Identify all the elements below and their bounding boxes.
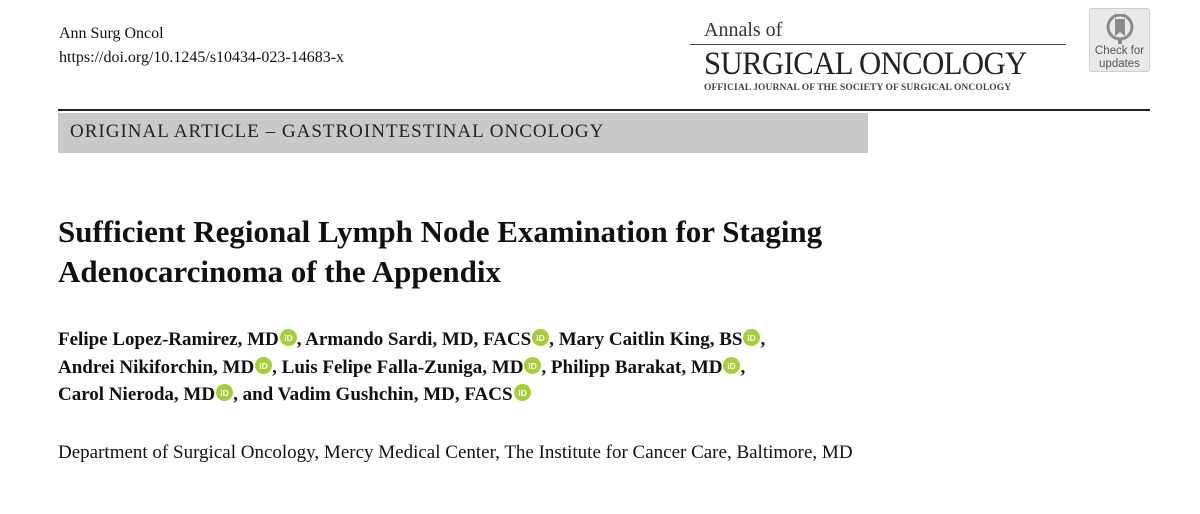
title-line-1: Sufficient Regional Lymph Node Examination for Staging [58, 214, 823, 249]
orcid-icon[interactable] [743, 329, 760, 346]
svg-text:iD: iD [259, 360, 268, 371]
orcid-icon[interactable] [524, 357, 541, 374]
author-name: Armando Sardi, MD, FACS [305, 329, 532, 350]
orcid-icon[interactable] [216, 384, 233, 401]
header-rule [58, 109, 1150, 111]
masthead-official: OFFICIAL JOURNAL OF THE SOCIETY OF SURGICAL ONCOLOGY [704, 83, 1012, 93]
journal-reference [59, 22, 344, 70]
svg-text:iD: iD [283, 332, 293, 343]
masthead-rule [690, 44, 1066, 45]
author-line [58, 381, 765, 409]
masthead-journal-name: SURGICAL ONCOLOGY [704, 46, 1027, 82]
author-separator: , [296, 329, 306, 350]
journal-abbrev: Ann Surg Oncol [59, 25, 164, 42]
orcid-icon[interactable] [723, 357, 740, 374]
author-line [58, 354, 765, 382]
author-separator: , [740, 356, 746, 378]
svg-text:iD: iD [220, 387, 229, 398]
author-separator: , [272, 356, 282, 378]
author-separator: , [541, 356, 551, 378]
svg-text:iD: iD [727, 360, 737, 371]
author-separator: , [760, 329, 766, 350]
author-name: Carol Nieroda, MD [58, 384, 216, 405]
author-name: Vadim Gushchin, MD, FACS [277, 384, 513, 405]
article-category-bar [58, 113, 868, 153]
author-name: Andrei Nikiforchin, MD [58, 356, 255, 378]
orcid-icon[interactable] [255, 357, 272, 374]
article-title [58, 212, 822, 292]
author-separator: , [549, 329, 559, 350]
check-for-updates-line2: updates [1099, 58, 1140, 70]
author-name: Felipe Lopez-Ramirez, MD [58, 329, 279, 350]
check-for-updates-button[interactable] [1089, 8, 1150, 72]
orcid-icon[interactable] [280, 329, 297, 346]
author-separator: , and [233, 384, 278, 405]
check-for-updates-line1: Check for [1094, 45, 1145, 57]
svg-text:iD: iD [517, 387, 527, 398]
author-name: Philipp Barakat, MD [550, 356, 723, 378]
journal-masthead [690, 18, 1066, 93]
article-category: ORIGINAL ARTICLE – GASTROINTESTINAL ONCOLOGY [70, 121, 605, 142]
check-for-updates-icon [1106, 14, 1134, 44]
svg-text:iD: iD [536, 332, 545, 343]
author-name: Luis Felipe Falla-Zuniga, MD [281, 356, 524, 378]
author-list [58, 326, 765, 409]
masthead-annals: Annals of [704, 19, 783, 41]
author-name: Mary Caitlin King, BS [558, 329, 743, 350]
svg-text:iD: iD [747, 332, 757, 343]
svg-text:iD: iD [528, 360, 538, 371]
author-line [58, 326, 765, 354]
orcid-icon[interactable] [514, 384, 531, 401]
affiliation: Department of Surgical Oncology, Mercy Medical Center, The Institute for Cancer Care, Baltimore, MD [58, 442, 853, 463]
title-line-2: Adenocarcinoma of the Appendix [58, 254, 501, 289]
orcid-icon[interactable] [532, 329, 549, 346]
doi-link[interactable]: https://doi.org/10.1245/s10434-023-14683-x [59, 49, 345, 66]
